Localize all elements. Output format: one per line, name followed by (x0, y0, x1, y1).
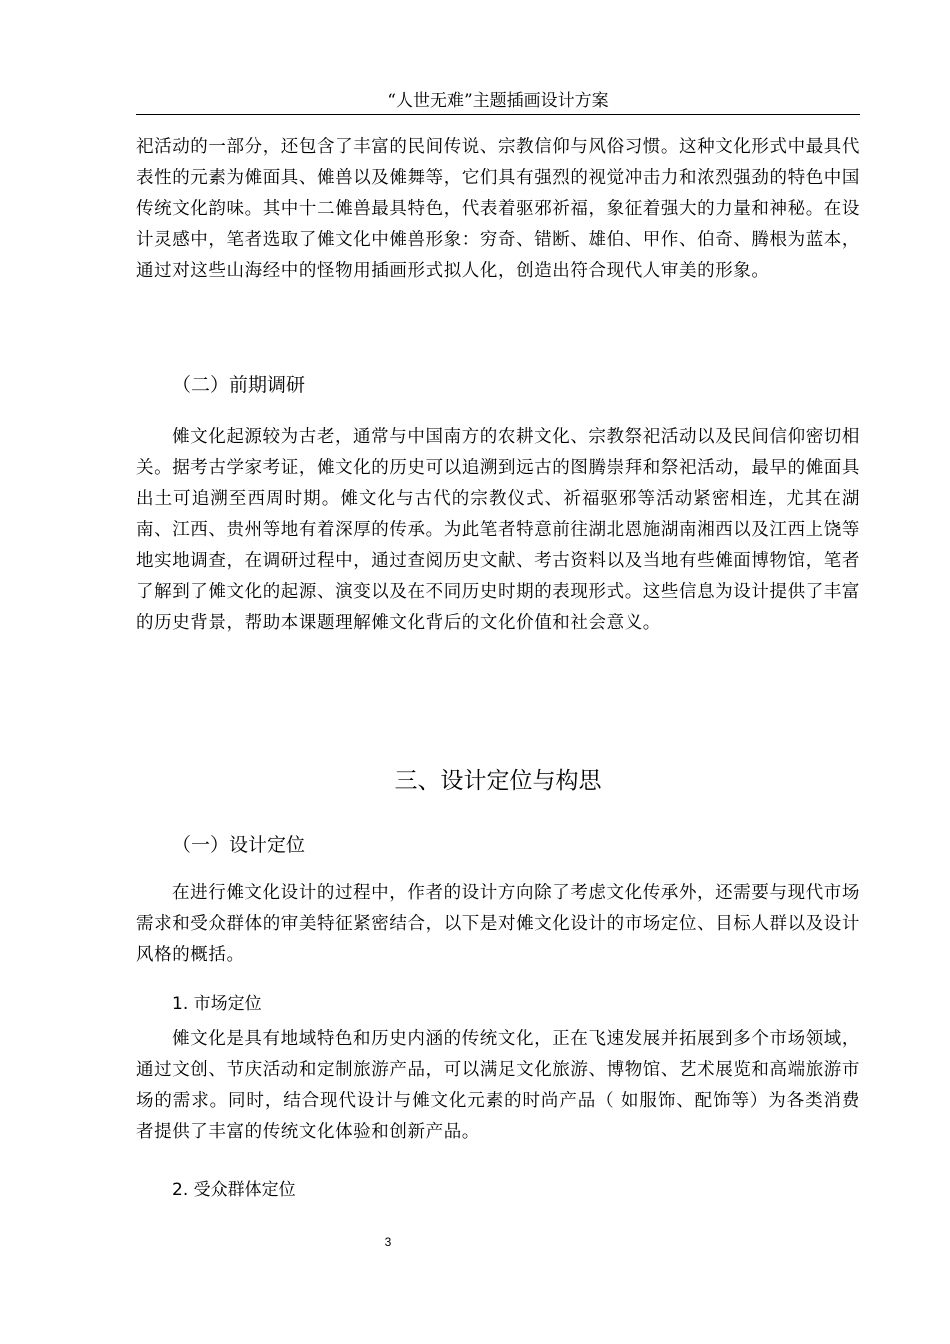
subsection-heading-positioning: （一）设计定位 (172, 834, 306, 856)
market-paragraph: 傩文化是具有地域特色和历史内涵的传统文化，正在飞速发展并拓展到多个市场领域，通过文创、节庆活动和定制旅游产品，可以满足文化旅游、博物馆、艺术展览和高端旅游市场的需求。同时，结合现代设计与傩文化元素的时尚产品（ 如服饰、配饰等）为各类消费者提供了丰富的传统文化体验和创新产品。 (136, 1029, 860, 1142)
subsection-heading-research: （二）前期调研 (172, 374, 306, 396)
item-heading-market: 1. 市场定位 (172, 994, 262, 1014)
running-header-title: “人世无难”主题插画设计方案 (387, 91, 609, 111)
positioning-intro-block (136, 878, 860, 971)
research-paragraph-block (136, 422, 860, 639)
item-heading-audience: 2. 受众群体定位 (172, 1180, 296, 1200)
section-heading-design-positioning: 三、设计定位与构思 (394, 768, 602, 794)
page-number: 3 (384, 1235, 392, 1249)
research-paragraph: 傩文化起源较为古老，通常与中国南方的农耕文化、宗教祭祀活动以及民间信仰密切相关。据考古学家考证，傩文化的历史可以追溯到远古的图腾崇拜和祭祀活动，最早的傩面具出土可追溯至西周时期。傩文化与古代的宗教仪式、祈福驱邪等活动紧密相连，尤其在湖南、江西、贵州等地有着深厚的传承。为此笔者特意前往湖北恩施湖南湘西以及江西上饶等地实地调查，在调研过程中，通过查阅历史文献、考古资料以及当地有些傩面博物馆，笔者了解到了傩文化的起源、演变以及在不同历史时期的表现形式。这些信息为设计提供了丰富的历史背景，帮助本课题理解傩文化背后的文化价值和社会意义。 (136, 427, 860, 633)
market-paragraph-block (136, 1024, 860, 1148)
continuation-paragraph: 祀活动的一部分，还包含了丰富的民间传说、宗教信仰与风俗习惯。这种文化形式中最具代表性的元素为傩面具、傩兽以及傩舞等，它们具有强烈的视觉冲击力和浓烈强劲的特色中国传统文化韵味。其中十二傩兽最具特色，代表着驱邪祈福，象征着强大的力量和神秘。在设计灵感中，笔者选取了傩文化中傩兽形象：穷奇、错断、雄伯、甲作、伯奇、腾根为蓝本，通过对这些山海经中的怪物用插画形式拟人化，创造出符合现代人审美的形象。 (136, 137, 860, 281)
header-rule (136, 114, 860, 115)
continuation-paragraph-block (136, 132, 860, 287)
positioning-intro-paragraph: 在进行傩文化设计的过程中，作者的设计方向除了考虑文化传承外，还需要与现代市场需求和受众群体的审美特征紧密结合，以下是对傩文化设计的市场定位、目标人群以及设计风格的概括。 (136, 883, 860, 965)
